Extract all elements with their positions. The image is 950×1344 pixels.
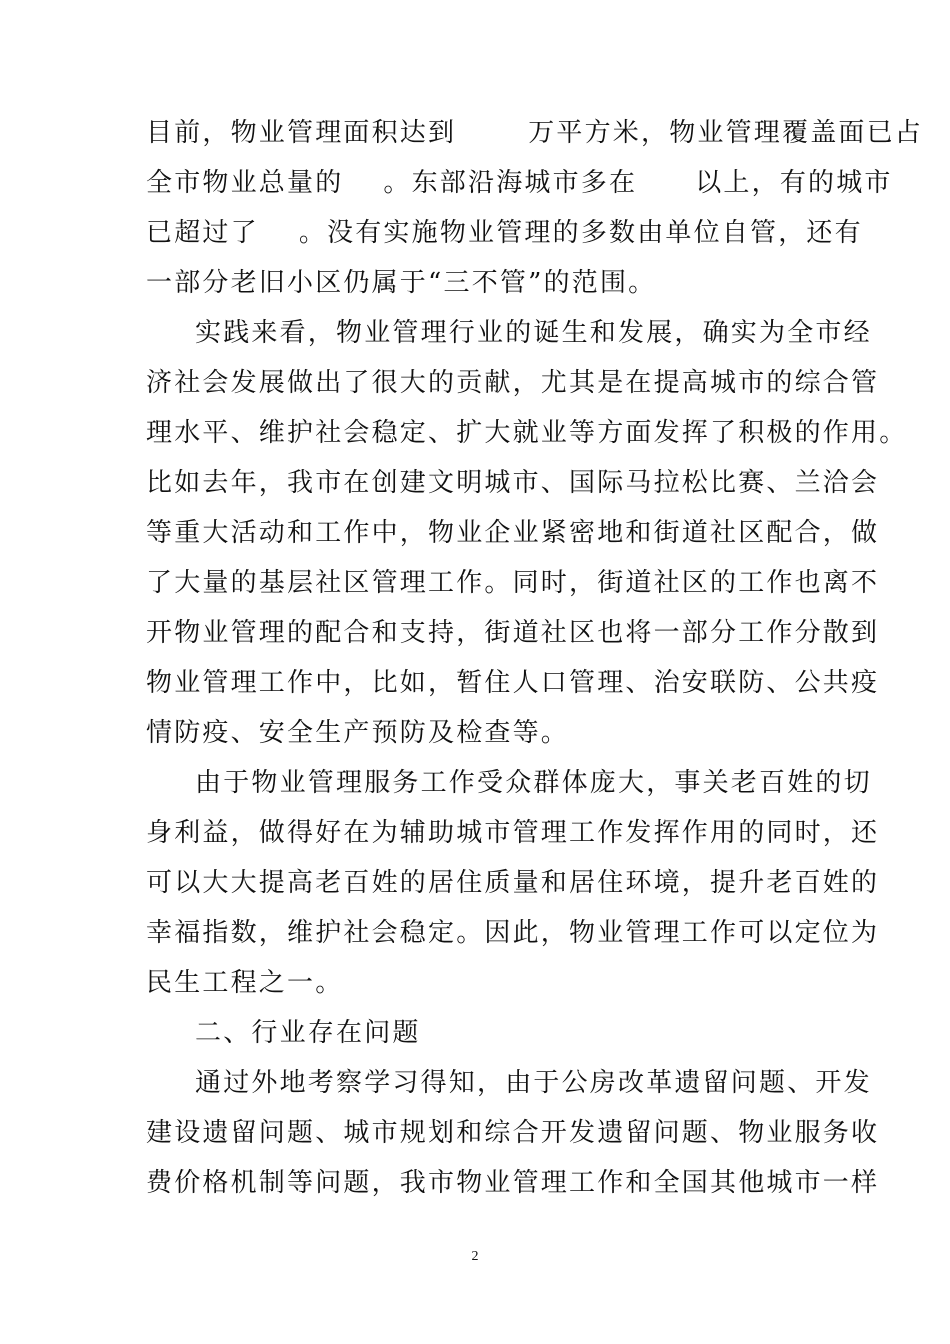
text-line-12 xyxy=(146,663,880,703)
text-segment: 身利益，做得好在为辅助城市管理工作发挥作用的同时，还 xyxy=(146,818,880,848)
text-segment: 通过外地考察学习得知，由于公房改革遗留问题、开发 xyxy=(195,1068,872,1098)
text-segment: 由于物业管理服务工作受众群体庞大，事关老百姓的切 xyxy=(195,768,872,798)
text-line-8 xyxy=(146,463,880,503)
text-segment: 万平方米，物业管理覆盖面已占 xyxy=(528,118,924,148)
text-segment: 物业管理工作中，比如，暂住人口管理、治安联防、公共疫 xyxy=(146,668,880,698)
text-segment: 。东部沿海城市多在 xyxy=(383,168,638,198)
text-segment: 理水平、维护社会稳定、扩大就业等方面发挥了积极的作用。 xyxy=(146,418,908,448)
text-segment: 。没有实施物业管理的多数由单位自管，还有 xyxy=(298,218,863,248)
text-line-5 xyxy=(195,313,872,353)
text-line-22 xyxy=(146,1163,880,1203)
text-line-20 xyxy=(195,1063,872,1103)
text-line-1 xyxy=(146,113,924,153)
text-line-11 xyxy=(146,613,880,653)
text-segment: 费价格机制等问题，我市物业管理工作和全国其他城市一样 xyxy=(146,1168,880,1198)
text-line-18 xyxy=(146,963,806,1003)
text-segment: 济社会发展做出了很大的贡献，尤其是在提高城市的综合管 xyxy=(146,368,880,398)
text-segment: 以上，有的城市 xyxy=(695,168,893,198)
text-segment: 实践来看，物业管理行业的诞生和发展，确实为全市经 xyxy=(195,318,872,348)
text-line-16 xyxy=(146,863,880,903)
text-line-7 xyxy=(146,413,908,453)
text-line-21 xyxy=(146,1113,880,1153)
text-line-10 xyxy=(146,563,880,603)
text-segment: 了大量的基层社区管理工作。同时，街道社区的工作也离不 xyxy=(146,568,880,598)
text-segment: 一部分老旧小区仍属于“三不管”的范围。 xyxy=(146,268,657,298)
text-segment: 可以大大提高老百姓的居住质量和居住环境，提升老百姓的 xyxy=(146,868,880,898)
text-segment: 全市物业总量的 xyxy=(146,168,344,198)
section-heading xyxy=(195,1013,806,1053)
text-line-4 xyxy=(146,263,806,303)
text-segment: 幸福指数，维护社会稳定。因此，物业管理工作可以定位为 xyxy=(146,918,880,948)
text-segment: 目前，物业管理面积达到 xyxy=(146,118,457,148)
text-segment: 等重大活动和工作中，物业企业紧密地和街道社区配合，做 xyxy=(146,518,880,548)
text-segment: 已超过了 xyxy=(146,218,259,248)
text-segment: 建设遗留问题、城市规划和综合开发遗留问题、物业服务收 xyxy=(146,1118,880,1148)
text-segment: 开物业管理的配合和支持，街道社区也将一部分工作分散到 xyxy=(146,618,880,648)
text-line-14 xyxy=(195,763,872,803)
text-segment: 民生工程之一。 xyxy=(146,968,344,998)
text-line-13 xyxy=(146,713,806,753)
text-segment: 二、行业存在问题 xyxy=(195,1018,421,1048)
text-line-3 xyxy=(146,213,863,253)
text-segment: 比如去年，我市在创建文明城市、国际马拉松比赛、兰洽会 xyxy=(146,468,880,498)
text-line-17 xyxy=(146,913,880,953)
text-segment: 情防疫、安全生产预防及检查等。 xyxy=(146,718,570,748)
text-line-2 xyxy=(146,163,893,203)
text-line-6 xyxy=(146,363,880,403)
page-number: 2 xyxy=(471,1249,479,1264)
text-line-9 xyxy=(146,513,880,553)
text-line-15 xyxy=(146,813,880,853)
